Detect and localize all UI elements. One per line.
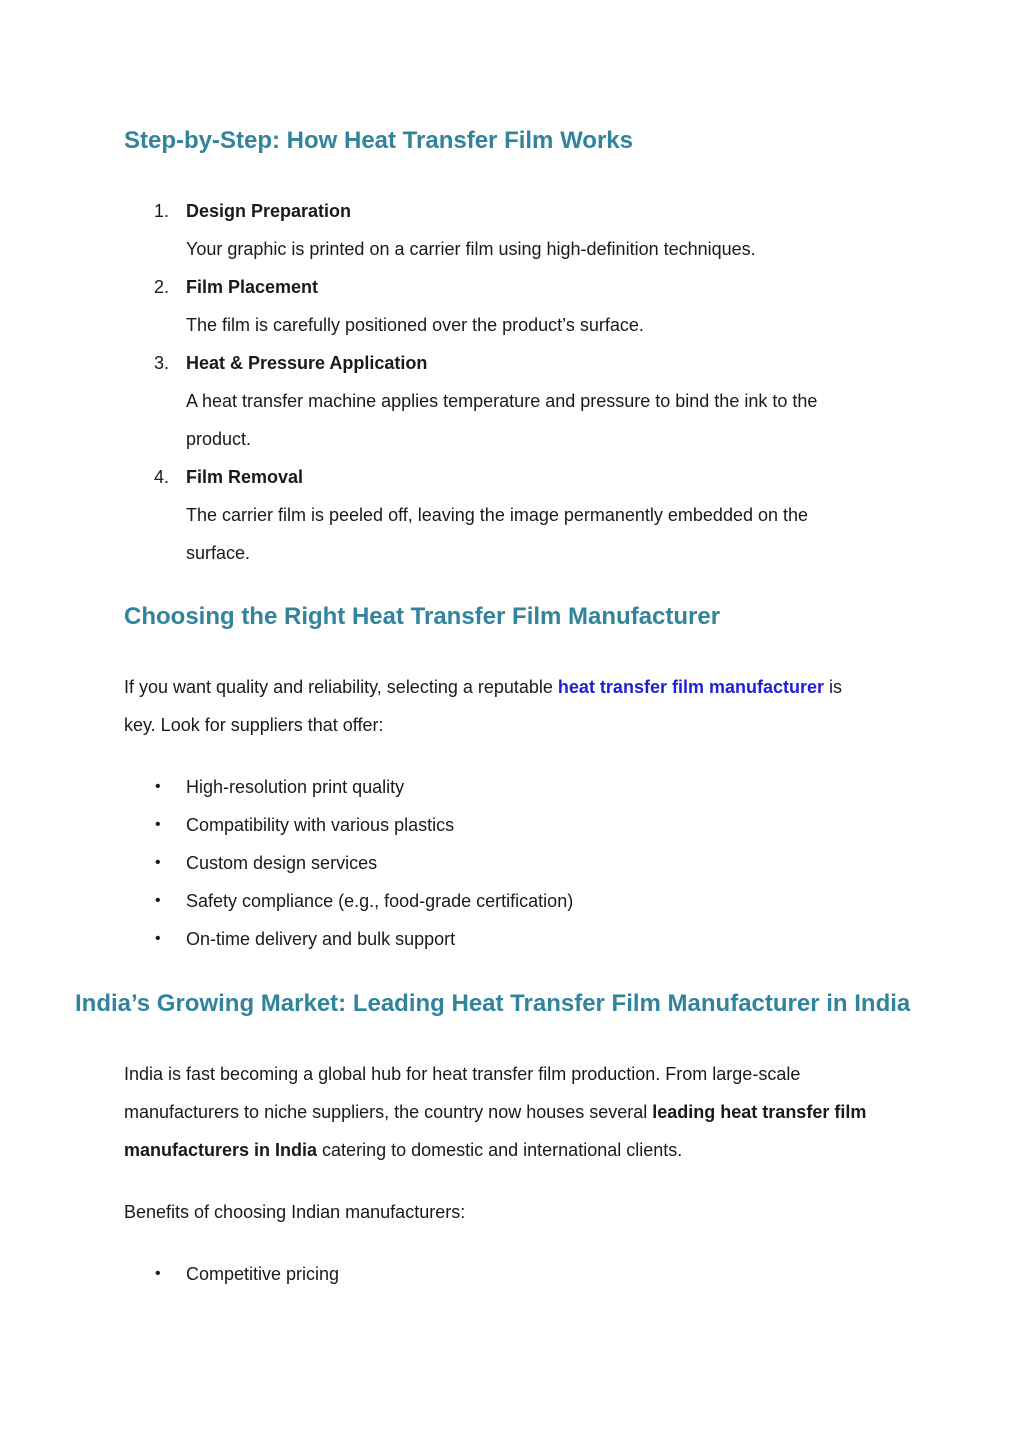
paragraph-text: manufacturers to niche suppliers, the country now houses several (124, 1102, 653, 1122)
bullet-icon: • (155, 1265, 161, 1282)
step-number: 4. (154, 467, 170, 487)
step-item (154, 268, 906, 306)
benefits-intro (124, 1193, 824, 1231)
paragraph-line: Benefits of choosing Indian manufacturers: (124, 1202, 466, 1222)
paragraph-line (124, 1093, 914, 1131)
step-title: Design Preparation (186, 201, 352, 221)
step-item (154, 192, 906, 230)
manufacturer-link[interactable]: heat transfer film manufacturer (557, 677, 824, 697)
list-item-text: High-resolution print quality (186, 777, 405, 797)
step-item (154, 458, 906, 496)
paragraph-line (124, 668, 904, 706)
step-description: surface. (186, 543, 251, 563)
paragraph-text: If you want quality and reliability, selecting a reputable (124, 677, 558, 697)
step-number: 3. (154, 353, 170, 373)
step-number: 2. (154, 277, 170, 297)
list-item (155, 844, 886, 882)
list-item-text: Compatibility with various plastics (186, 815, 455, 835)
list-item (155, 1255, 886, 1293)
bullet-icon: • (155, 930, 161, 947)
choosing-intro-paragraph (124, 668, 904, 744)
list-item-text: On-time delivery and bulk support (186, 929, 456, 949)
bullet-icon: • (155, 854, 161, 871)
list-item-text: Competitive pricing (186, 1264, 340, 1284)
paragraph-bold-text: manufacturers in India (124, 1140, 318, 1160)
step-description: Your graphic is printed on a carrier film using high-definition techniques. (186, 239, 756, 259)
steps-list (154, 192, 906, 572)
step-description: product. (186, 429, 252, 449)
bullet-icon: • (155, 778, 161, 795)
list-item (155, 806, 886, 844)
list-item (155, 768, 886, 806)
list-item (155, 882, 886, 920)
step-title: Film Removal (186, 467, 304, 487)
step-title: Heat & Pressure Application (186, 353, 428, 373)
bullet-icon: • (155, 892, 161, 909)
step-title: Film Placement (186, 277, 319, 297)
list-item-text: Custom design services (186, 853, 378, 873)
step-description: The film is carefully positioned over the product’s surface. (186, 315, 644, 335)
paragraph-text: is (824, 677, 842, 697)
paragraph-line: India is fast becoming a global hub for heat transfer film production. From large-scale (124, 1064, 801, 1084)
step-description: The carrier film is peeled off, leaving the image permanently embedded on the (186, 505, 809, 525)
list-item (155, 920, 886, 958)
section-heading-how-it-works: Step-by-Step: How Heat Transfer Film Works (124, 127, 633, 154)
paragraph-bold-text: leading heat transfer film (652, 1102, 867, 1122)
paragraph-line: key. Look for suppliers that offer: (124, 715, 384, 735)
paragraph-line (124, 1131, 914, 1169)
list-item-text: Safety compliance (e.g., food-grade certification) (186, 891, 574, 911)
bullet-icon: • (155, 816, 161, 833)
step-number: 1. (154, 201, 170, 221)
step-item (154, 344, 906, 382)
section-heading-choosing-manufacturer: Choosing the Right Heat Transfer Film Manufacturer (124, 603, 721, 630)
step-description: A heat transfer machine applies temperature and pressure to bind the ink to the (186, 391, 818, 411)
paragraph-text: catering to domestic and international clients. (317, 1140, 683, 1160)
section-heading-india-market: India’s Growing Market: Leading Heat Transfer Film Manufacturer in India (75, 990, 911, 1017)
supplier-features-list (155, 768, 886, 958)
india-market-paragraph (124, 1055, 914, 1169)
benefits-list (155, 1255, 886, 1293)
